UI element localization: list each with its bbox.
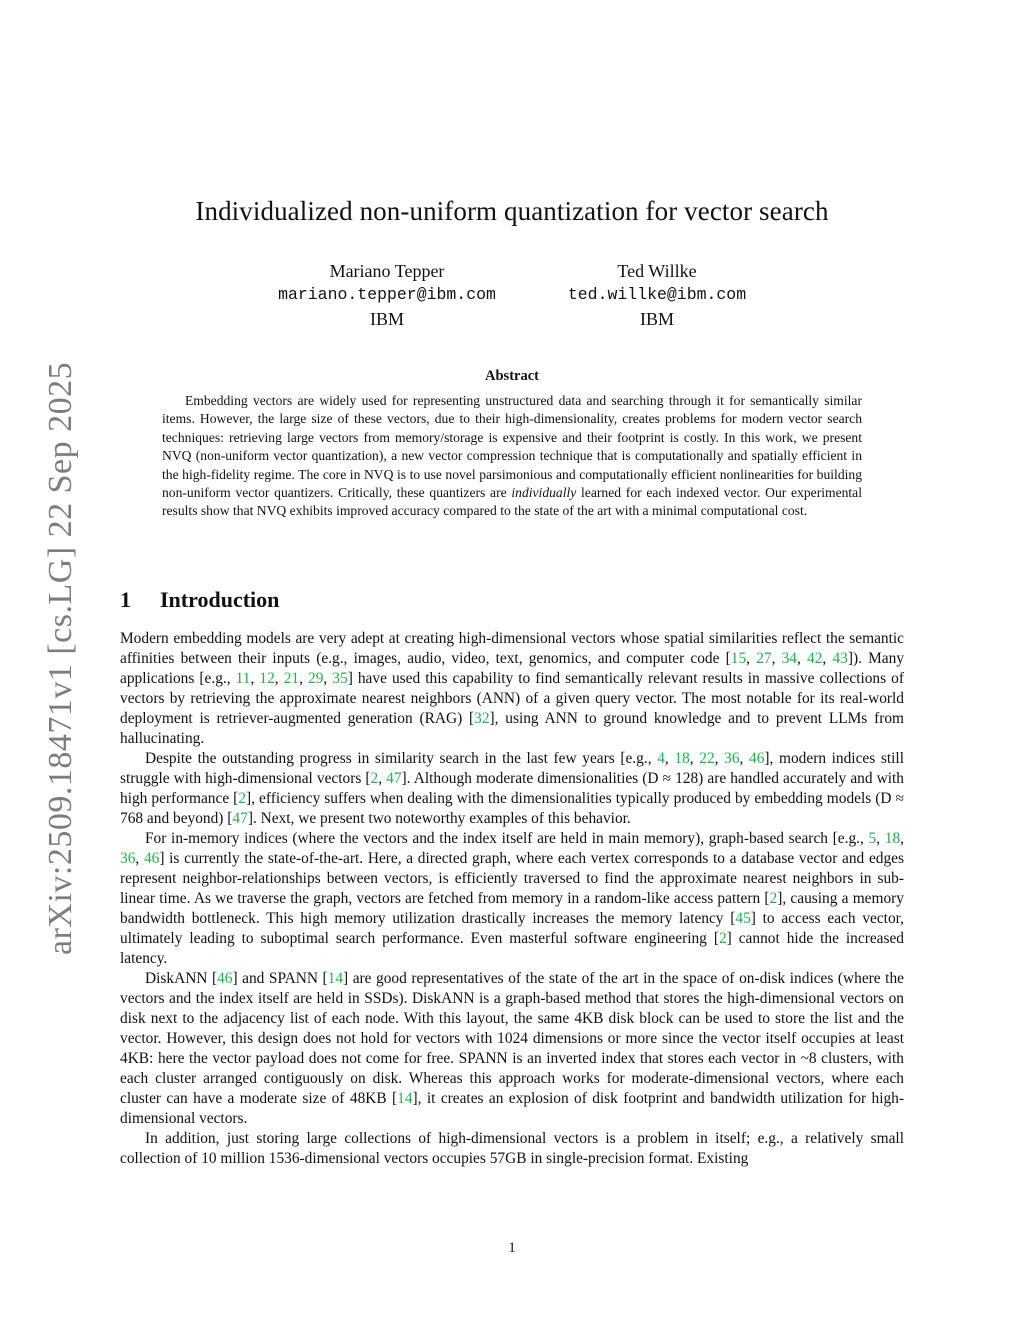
author-name: Mariano Tepper bbox=[329, 261, 445, 281]
citation-link[interactable]: 34 bbox=[781, 650, 797, 667]
arxiv-identifier[interactable]: arXiv:2509.18471v1 [cs.LG] 22 Sep 2025 bbox=[42, 361, 79, 955]
paragraph: Modern embedding models are very adept at creating high-dimensional vectors whose spatial similarities reflect the semantic affinities between their inputs (e.g., images, audio, video, text, genomics, and computer code [15, 27, 34, 42, 43]). Many applications [e.g., 11, 12, 21, 29, 35] have used this capability to find semantically relevant results in massive collections of vectors by retrieving the approximate nearest neighbors (ANN) of a given query vector. The most notable for its real-world deployment is retriever-augmented generation (RAG) [32], using ANN to ground knowledge and to prevent LLMs from hallucinating. bbox=[120, 630, 905, 747]
citation-link[interactable]: 46 bbox=[143, 850, 160, 867]
citation-link[interactable]: 29 bbox=[308, 670, 324, 687]
abstract-text: Embedding vectors are widely used for representing unstructured data and searching through it for semantically similar items. However, the large size of these vectors, due to their high-dimensionality, creates problems for modern vector search techniques: retrieving large vectors from memory/storage is expensive and their footprint is costly. In this work, we present NVQ (non-uniform vector quantization), a new vector compression technique that is computationally and spatially efficient in the high-fidelity regime. The core in NVQ is to use novel parsimonious and computationally efficient nonlinearities for building non-uniform vector quantizers. Critically, these quantizers are individually learned for each indexed vector. Our experimental results show that NVQ exhibits improved accuracy compared to the state of the art with a minimal computational cost. bbox=[162, 393, 862, 519]
paper-title: Individualized non-uniform quantization for vector search bbox=[195, 196, 829, 226]
page-number: 1 bbox=[508, 1240, 516, 1256]
citation-link[interactable]: 22 bbox=[699, 750, 715, 767]
author-name: Ted Willke bbox=[617, 261, 697, 281]
citation-link[interactable]: 11 bbox=[235, 670, 251, 687]
paragraph: For in-memory indices (where the vectors and the index itself are held in main memory), graph-based search [e.g., 5, 18, 36, 46] is currently the state-of-the-art. Here, a directed graph, where each vertex corresponds to a database vector and edges represent neighbor-relationships between vectors, is efficiently traversed to find the approximate nearest neighbors in sub-linear time. As we traverse the graph, vectors are fetched from memory in a random-like access pattern [2], causing a memory bandwidth bottleneck. This high memory utilization drastically increases the memory latency [45] to access each vector, ultimately leading to suboptimal search performance. Even masterful software engineering [2] cannot hide the increased latency. bbox=[120, 830, 905, 967]
citation-link[interactable]: 2 bbox=[238, 790, 247, 807]
section-number: 1 bbox=[120, 587, 131, 612]
citation-link[interactable]: 2 bbox=[718, 930, 727, 947]
citation-link[interactable]: 42 bbox=[807, 650, 823, 667]
citation-link[interactable]: 35 bbox=[332, 670, 348, 687]
body-text bbox=[120, 629, 904, 1169]
author-affiliation: IBM bbox=[639, 309, 674, 329]
citation-link[interactable]: 36 bbox=[724, 750, 740, 767]
citation-link[interactable]: 12 bbox=[259, 670, 275, 687]
citation-link[interactable]: 47 bbox=[386, 770, 402, 787]
citation-link[interactable]: 5 bbox=[868, 830, 877, 847]
author-block bbox=[257, 259, 517, 331]
paragraph: Despite the outstanding progress in similarity search in the last few years [e.g., 4, 18, 22, 36, 46], modern indices still struggle with high-dimensional vectors [2, 47]. Although moderate dimensionalities (D ≈ 128) are handled accurately and with high performance [2], efficiency suffers when dealing with the dimensionalities typically produced by embedding models (D ≈ 768 and beyond) [47]. Next, we present two noteworthy examples of this behavior. bbox=[120, 750, 904, 827]
section-heading bbox=[120, 587, 279, 613]
citation-link[interactable]: 46 bbox=[749, 750, 765, 767]
abstract-heading: Abstract bbox=[485, 368, 539, 384]
citation-link[interactable]: 46 bbox=[217, 970, 233, 987]
author-affiliation: IBM bbox=[369, 309, 404, 329]
paragraph: DiskANN [46] and SPANN [14] are good representatives of the state of the art in the space of on-disk indices (where the vectors and the index itself are held in SSDs). DiskANN is a graph-based method that stores the high-dimensional vectors on disk next to the adjacency list of each node. With this layout, the same 4KB disk block can be used to store the list and the vector. However, this design does not hold for vectors with 1024 dimensions or more since the vector itself occupies at least 4KB: here the vector payload does not come for free. SPANN is an inverted index that stores each vector in ~8 clusters, with each cluster arranged contiguously on disk. Whereas this approach works for moderate-dimensional vectors, where each cluster can have a moderate size of 48KB [14], it creates an explosion of disk footprint and bandwidth utilization for high-dimensional vectors. bbox=[120, 970, 904, 1127]
author-email[interactable]: mariano.tepper@ibm.com bbox=[278, 285, 496, 304]
citation-link[interactable]: 18 bbox=[674, 750, 690, 767]
section-title: Introduction bbox=[160, 587, 280, 612]
paragraph: In addition, just storing large collections of high-dimensional vectors is a problem in itself; e.g., a relatively small collection of 10 million 1536-dimensional vectors occupies 57GB in single-precision format. Existing bbox=[120, 1130, 904, 1167]
citation-link[interactable]: 4 bbox=[657, 750, 665, 767]
citation-link[interactable]: 18 bbox=[884, 830, 901, 847]
author-block bbox=[527, 259, 787, 331]
citation-link[interactable]: 21 bbox=[283, 670, 300, 687]
citation-link[interactable]: 2 bbox=[370, 770, 379, 787]
citation-link[interactable]: 36 bbox=[120, 850, 136, 867]
citation-link[interactable]: 47 bbox=[232, 810, 248, 827]
citation-link[interactable]: 15 bbox=[730, 650, 747, 667]
citation-link[interactable]: 14 bbox=[397, 1090, 413, 1107]
citation-link[interactable]: 2 bbox=[769, 890, 778, 907]
citation-link[interactable]: 43 bbox=[832, 650, 848, 667]
abstract-emphasis: individually bbox=[511, 485, 577, 501]
author-email[interactable]: ted.willke@ibm.com bbox=[567, 285, 747, 304]
citation-link[interactable]: 27 bbox=[756, 650, 772, 667]
citation-link[interactable]: 45 bbox=[735, 910, 751, 927]
citation-link[interactable]: 14 bbox=[327, 970, 344, 987]
citation-link[interactable]: 32 bbox=[474, 710, 490, 727]
